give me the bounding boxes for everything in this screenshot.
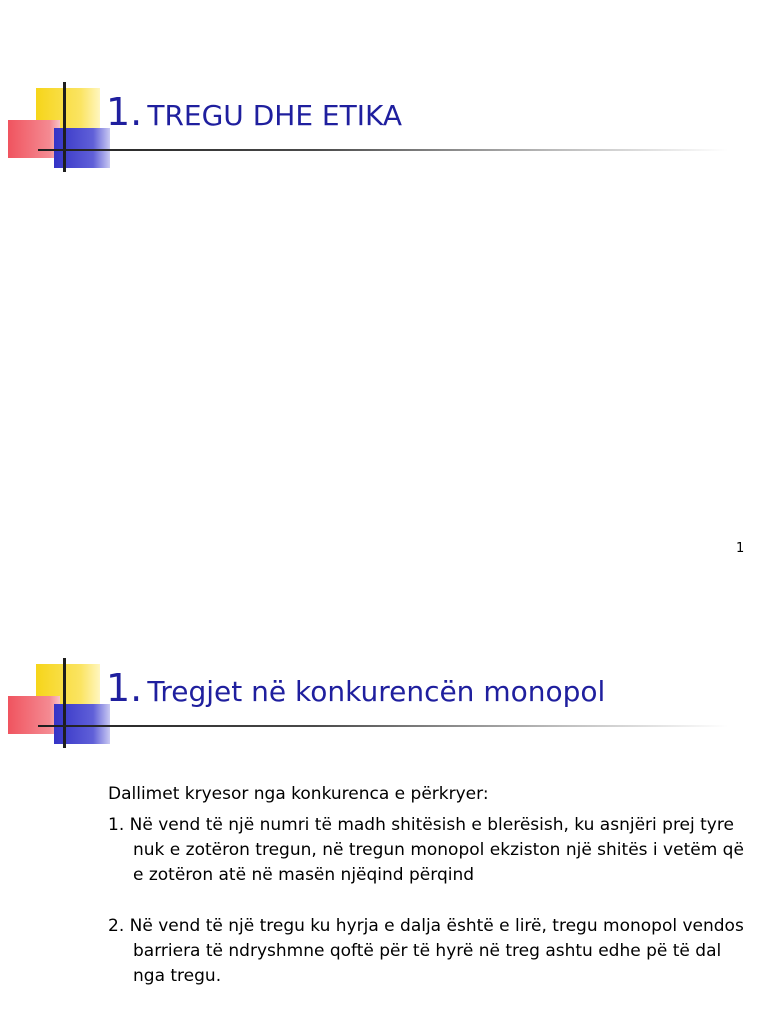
red-square xyxy=(8,120,60,158)
slide-body xyxy=(105,782,755,989)
slide-2 xyxy=(0,576,768,1024)
list-item-2: 2. Në vend të një tregu ku hyrja e dalja është e lirë, tregu monopol vendos barriera të ndryshmne qoftë për të hyrë në treg ashtu edhe pë të dal nga tregu. xyxy=(108,916,744,986)
vertical-line xyxy=(63,82,66,172)
intro-text: Dallimet kryesor nga konkurenca e përkryer: xyxy=(108,784,489,804)
list-item-1: 1. Në vend të një numri të madh shitësish e blerësish, ku asnjëri prej tyre nuk e zotëron tregun, në tregun monopol ekziston një shitës i vetëm që e zotëron atë në masën njëqind përqind xyxy=(108,815,744,885)
title-text: Tregjet në konkurencën monopol xyxy=(147,675,606,708)
slide-decoration-logo xyxy=(8,88,118,198)
title-number: 1. xyxy=(106,90,143,134)
slide-2-title xyxy=(106,666,605,710)
title-underline xyxy=(38,725,728,727)
slide-decoration-logo xyxy=(8,664,118,774)
vertical-line xyxy=(63,658,66,748)
title-text: TREGU DHE ETIKA xyxy=(147,99,402,132)
slide-1-title xyxy=(106,90,402,134)
title-underline xyxy=(38,149,728,151)
title-number: 1. xyxy=(106,666,143,710)
page-number: 1 xyxy=(736,541,745,556)
spacer xyxy=(105,888,755,914)
red-square xyxy=(8,696,60,734)
